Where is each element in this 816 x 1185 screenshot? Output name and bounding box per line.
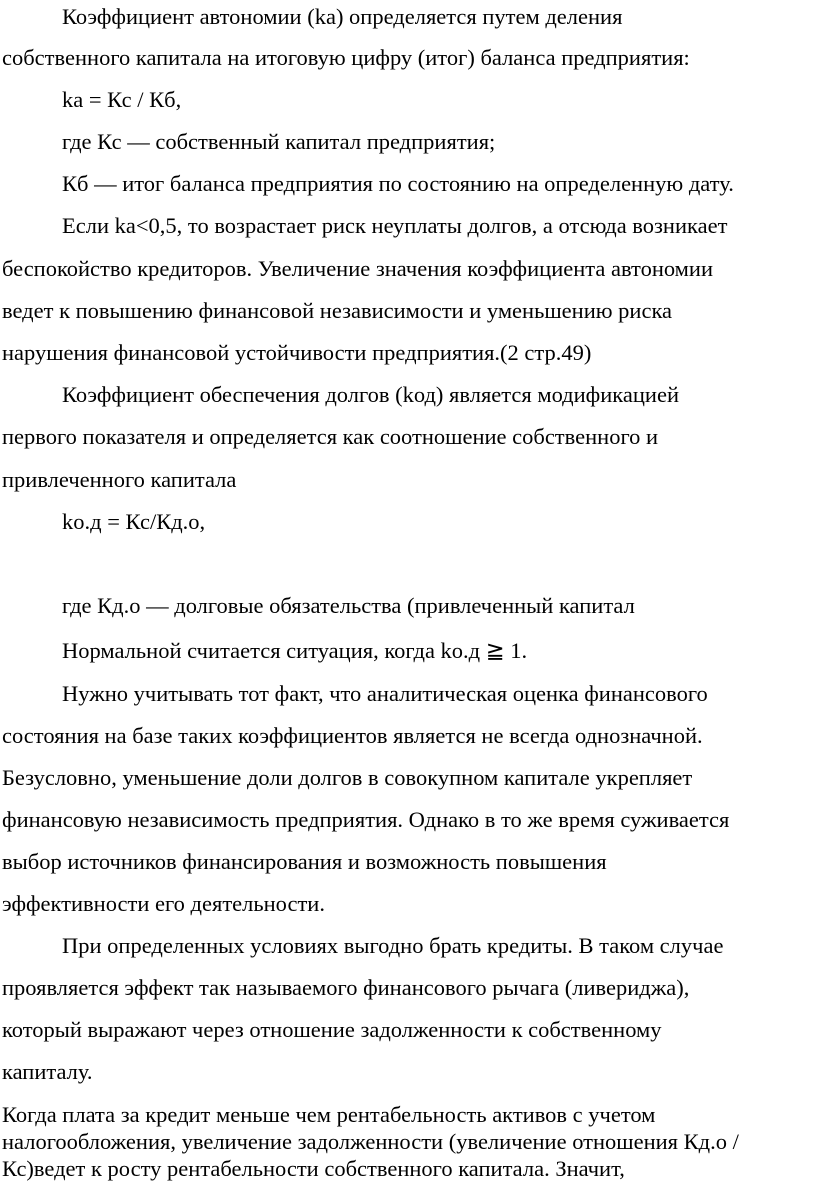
- text-line: который выражают через отношение задолженности к собственному: [2, 1017, 662, 1042]
- text-line: Нормальной считается ситуация, когда kо.д ≧ 1.: [62, 638, 528, 663]
- text-line: нарушения финансовой устойчивости предприятия.(2 стр.49): [2, 340, 592, 365]
- text-line: Кс)ведет к росту рентабельности собственного капитала. Значит,: [2, 1156, 625, 1181]
- text-line: налогообложения, увеличение задолженности (увеличение отношения Кд.о /: [2, 1129, 739, 1154]
- text-line: kа = Кс / Кб,: [62, 87, 182, 112]
- text-line: где Кд.о — долговые обязательства (привлеченный капитал: [62, 593, 635, 618]
- text-line: финансовую независимость предприятия. Однако в то же время суживается: [2, 807, 730, 832]
- text-line: собственного капитала на итоговую цифру (итог) баланса предприятия:: [2, 45, 690, 70]
- text-line: Безусловно, уменьшение доли долгов в совокупном капитале укрепляет: [2, 765, 693, 790]
- formula-line: kо.д = Кс/Кд.о,: [62, 509, 206, 534]
- text-line: состояния на базе таких коэффициентов является не всегда однозначной.: [2, 723, 703, 748]
- text-line: привлеченного капитала: [2, 467, 237, 492]
- text-line: капиталу.: [2, 1059, 93, 1084]
- text-line: беспокойство кредиторов. Увеличение значения коэффициента автономии: [2, 256, 714, 281]
- text-line: первого показателя и определяется как соотношение собственного и: [2, 424, 659, 449]
- text-line: эффективности его деятельности.: [2, 891, 325, 916]
- text-line: ведет к повышению финансовой независимости и уменьшению риска: [2, 298, 673, 323]
- text-line: Когда плата за кредит меньше чем рентабельность активов с учетом: [2, 1102, 656, 1127]
- text-line: Если kа<0,5, то возрастает риск неуплаты долгов, а отсюда возникает: [62, 213, 728, 238]
- text-line: При определенных условиях выгодно брать кредиты. В таком случае: [62, 933, 724, 958]
- text-line: Коэффициент обеспечения долгов (kод) является модификацией: [62, 382, 679, 407]
- text-line: Кб — итог баланса предприятия по состоянию на определенную дату.: [62, 171, 734, 196]
- text-line: выбор источников финансирования и возможность повышения: [2, 849, 607, 874]
- text-line: где Кс — собственный капитал предприятия;: [62, 129, 496, 154]
- text-line: проявляется эффект так называемого финансового рычага (ливериджа),: [2, 975, 690, 1000]
- text-line: Коэффициент автономии (kа) определяется путем деления: [62, 4, 623, 29]
- text-line: Нужно учитывать тот факт, что аналитическая оценка финансового: [62, 681, 708, 706]
